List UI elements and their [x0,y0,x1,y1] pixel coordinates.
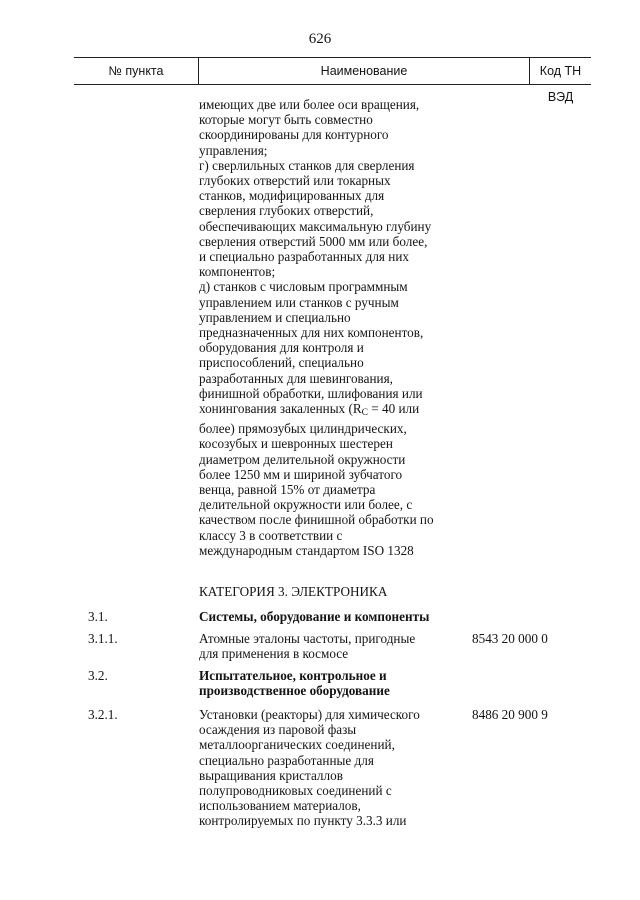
text-line: классу 3 в соответствии с [199,527,343,543]
text-line: оборудования для контроля и [199,340,364,356]
text-line: д) станков с числовым программным [199,279,408,295]
text-line: управления; [199,142,268,158]
row-name-line: Испытательное, контрольное и [199,668,387,683]
row-code: 8543 20 000 0 [472,631,548,646]
text-line: станков, модифицированных для [199,188,385,204]
row-number: 3.2. [88,668,108,683]
text-line: более) прямозубых цилиндрических, [199,421,407,437]
row-name-line: осаждения из паровой фазы [199,722,357,738]
text-line: приспособлений, специально [199,355,364,371]
text-line: которые могут быть совместно [199,112,373,128]
page-number: 626 [308,31,332,47]
table-header [74,57,591,104]
row-name-line: полупроводниковых соединений с [199,783,392,799]
text-line-hardness [199,401,469,421]
row-name-line: контролируемых по пункту 3.3.3 или [199,813,407,829]
text-line: предназначенных для них компонентов, [199,325,424,341]
text-line: делительной окружности или более, с [199,497,413,513]
continued-description [199,97,469,558]
row-number: 3.2.1. [88,707,118,722]
text-line: сверления глубоких отверстий, [199,203,374,219]
row-name [199,707,464,829]
text-line: компонентов; [199,264,276,280]
text-line: разработанных для шевингования, [199,370,393,386]
text-line: косозубых и шевронных шестерен [199,436,393,452]
text-line: более 1250 мм и шириной зубчатого [199,466,403,482]
row-name-line: металлоорганических соединений, [199,737,395,753]
hardness-prefix: хонингования закаленных (R [199,401,362,417]
hardness-subscript: C [361,408,368,419]
category-heading: КАТЕГОРИЯ 3. ЭЛЕКТРОНИКА [199,584,388,599]
row-name [199,631,464,661]
text-line: качеством после финишной обработки по [199,512,434,528]
row-name [199,668,464,698]
text-line: международным стандартом ISO 1328 [199,542,414,558]
row-name-line: выращивания кристаллов [199,767,343,783]
row-name-line: использованием материалов, [199,798,361,814]
row-name-line: производственное оборудование [199,683,390,699]
text-line: скоординированы для контурного [199,127,389,143]
hardness-value: = 40 или [367,401,420,417]
text-line: венца, равной 15% от диаметра [199,482,376,498]
row-number: 3.1. [88,609,108,624]
text-line: диаметром делительной окружности [199,451,406,467]
row-name-line: Системы, оборудование и компоненты [199,609,430,624]
row-name-line: Установки (реакторы) для химического [199,707,420,722]
header-name: Наименование [320,64,408,78]
row-code: 8486 20 900 9 [472,707,548,722]
text-line: обеспечивающих максимальную глубину [199,218,432,234]
text-line: и специально разработанных для них [199,249,409,265]
header-code: Код ТН ВЭД [539,64,582,104]
text-line: имеющих две или более оси вращения, [199,97,420,112]
text-line: управлением и специально [199,309,351,325]
text-line: управлением или станков с ручным [199,294,399,310]
text-line: г) сверлильных станков для сверления [199,157,415,173]
header-item-number: № пункта [108,64,164,78]
text-line: финишной обработки, шлифования или [199,385,423,401]
row-number: 3.1.1. [88,631,118,646]
row-name-line: Атомные эталоны частоты, пригодные [199,631,416,646]
row-name [199,609,464,624]
row-name-line: специально разработанные для [199,752,374,768]
text-line: сверления отверстий 5000 мм или более, [199,233,428,249]
row-name-line: для применения в космосе [199,646,349,662]
text-line: глубоких отверстий или токарных [199,173,391,189]
